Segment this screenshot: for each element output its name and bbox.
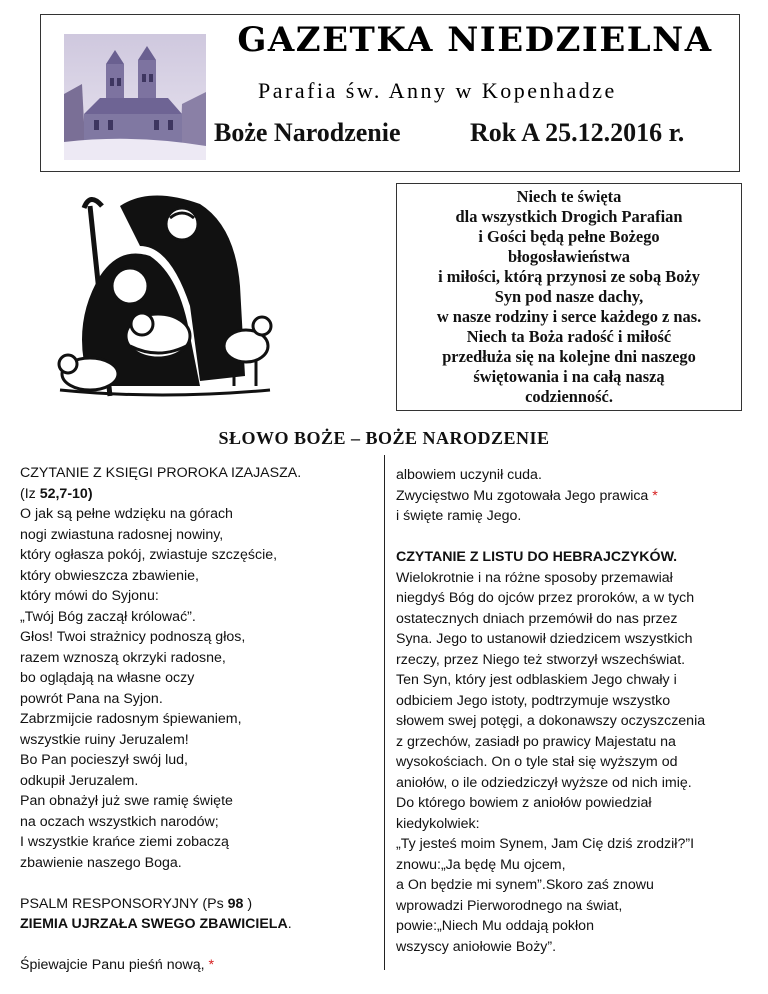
wishes-line: świętowania i na całą naszą xyxy=(473,367,665,386)
reading-line: niegdyś Bóg do ojców przez proroków, a w tych xyxy=(396,590,695,606)
first-reading-heading: CZYTANIE Z KSIĘGI PROROKA IZAJASZA. xyxy=(20,465,302,481)
reading-line: wszyscy aniołowie Boży”. xyxy=(396,938,557,955)
occasion-label: Boże Narodzenie xyxy=(214,118,401,147)
reading-line: Syna. Jego to ustanowił dziedzicem wszystkich xyxy=(396,631,693,647)
reading-line: „Ty jesteś moim Synem, Jam Cię dziś zrodził?”I xyxy=(396,836,695,852)
reading-line: Ten Syn, który jest odblaskiem Jego chwały i xyxy=(396,672,677,688)
first-reading-reference: (Iz 52,7-10) xyxy=(20,485,93,502)
reading-line: nogi zwiastuna radosnej nowiny, xyxy=(20,526,224,543)
year-date-label: Rok A 25.12.2016 r. xyxy=(470,118,685,147)
reading-line: Zabrzmijcie radosnym śpiewaniem, xyxy=(20,711,242,727)
reading-line: z grzechów, zasiadł po prawicy Majestatu na xyxy=(396,733,676,750)
nativity-illustration xyxy=(50,186,276,406)
reading-line: ostatecznych dniach przemówił do nas przez xyxy=(396,610,678,627)
church-photo xyxy=(64,34,206,160)
reading-line: odkupił Jeruzalem. xyxy=(20,772,139,789)
parish-name: Parafia św. Anny w Kopenhadze xyxy=(258,78,617,103)
reading-line: słowem swej potęgi, a dokonawszy oczyszczenia xyxy=(396,713,706,729)
wishes-text xyxy=(400,187,738,407)
right-column xyxy=(396,465,705,957)
wishes-line: dla wszystkich Drogich Parafian xyxy=(455,207,683,226)
wishes-line: Syn pod nasze dachy, xyxy=(494,287,644,306)
reading-line: na oczach wszystkich narodów; xyxy=(20,813,219,830)
reading-line: wprowadzi Pierworodnego na świat, xyxy=(396,897,623,914)
reading-line: Wielokrotnie i na różne sposoby przemawiał xyxy=(396,569,673,586)
spacer xyxy=(20,935,301,956)
section-title: SŁOWO BOŻE – BOŻE NARODZENIE xyxy=(218,428,550,448)
reading-line: który obwieszcza zbawienie, xyxy=(20,567,199,584)
reading-line: powie:„Niech Mu oddają pokłon xyxy=(396,918,594,934)
psalm-line: albowiem uczynił cuda. xyxy=(396,467,542,483)
reading-line: I wszystkie krańce ziemi zobaczą xyxy=(20,834,229,850)
reading-line: aniołów, o ile odziedziczył wyższe od nich imię. xyxy=(396,774,692,791)
spacer xyxy=(20,873,301,894)
wishes-line: Niech ta Boża radość i miłość xyxy=(466,327,672,346)
left-column xyxy=(20,463,301,976)
spacer xyxy=(396,527,705,548)
psalm-line: i święte ramię Jego. xyxy=(396,508,522,524)
wishes-line: codzienność. xyxy=(525,387,613,406)
reading-line: znowu:„Ja będę Mu ojcem, xyxy=(396,856,566,873)
wishes-line: Niech te święta xyxy=(516,187,622,206)
reading-line: bo oglądają na własne oczy xyxy=(20,670,195,686)
reading-line: razem wznoszą okrzyki radosne, xyxy=(20,649,226,666)
reading-line: kiedykolwiek: xyxy=(396,815,480,832)
reading-line: Pan obnażył już swe ramię święte xyxy=(20,793,233,809)
wishes-line: błogosławieństwa xyxy=(507,247,631,266)
wishes-line: w nasze rodziny i serce każdego z nas. xyxy=(436,307,702,326)
reading-line: O jak są pełne wdzięku na górach xyxy=(20,506,233,522)
second-reading-heading: CZYTANIE Z LISTU DO HEBRAJCZYKÓW. xyxy=(396,549,678,565)
column-divider xyxy=(384,455,385,970)
reading-line: odbiciem Jego istoty, podtrzymuje wszystko xyxy=(396,692,671,709)
reading-line: Do którego bowiem z aniołów powiedział xyxy=(396,795,652,811)
reading-line: Głos! Twoi strażnicy podnoszą głos, xyxy=(20,629,246,645)
wishes-line: i Gości będą pełne Bożego xyxy=(478,227,660,246)
reading-line: który mówi do Syjonu: xyxy=(20,588,159,604)
wishes-line: przedłuża się na kolejne dni naszego xyxy=(442,347,696,366)
reading-line: rzeczy, przez Niego też stworzył wszechświat. xyxy=(396,651,686,668)
reading-line: zbawienie naszego Boga. xyxy=(20,854,182,871)
reading-line: który ogłasza pokój, zwiastuje szczęście, xyxy=(20,547,278,563)
page-title: GAZETKA NIEDZIELNA xyxy=(237,20,713,60)
psalm-refrain: ZIEMIA UJRZAŁA SWEGO ZBAWICIELA. xyxy=(20,916,292,932)
reading-line: „Twój Bóg zaczął królować”. xyxy=(20,608,196,625)
reading-line: wysokościach. On o tyle stał się wyższym od xyxy=(396,754,678,770)
psalm-line: Zwycięstwo Mu zgotowała Jego prawica * xyxy=(396,487,658,504)
reading-line: a On będzie mi synem”.Skoro zaś znowu xyxy=(396,877,654,893)
wishes-line: i miłości, którą przynosi ze sobą Boży xyxy=(438,267,700,286)
reading-line: Bo Pan pocieszył swój lud, xyxy=(20,752,188,768)
psalm-verse: Śpiewajcie Panu pieśń nową, * xyxy=(20,957,215,973)
reading-line: powrót Pana na Syjon. xyxy=(20,690,163,707)
reading-line: wszystkie ruiny Jeruzalem! xyxy=(20,731,189,748)
psalm-label: PSALM RESPONSORYJNY (Ps 98 ) xyxy=(20,895,253,912)
